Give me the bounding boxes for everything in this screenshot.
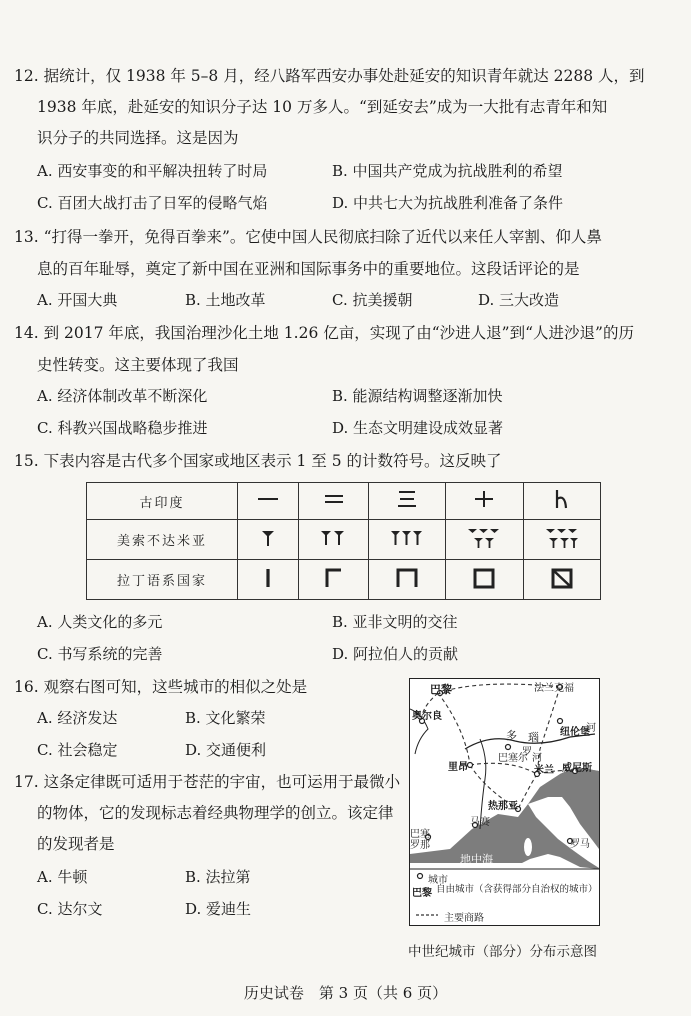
river-label-he-2: 河 — [532, 753, 542, 764]
q16-option-d: D. 交通便利 — [185, 741, 267, 759]
q16-option-b: B. 文化繁荣 — [185, 709, 266, 727]
cuneiform-symbol-4 — [446, 520, 523, 560]
q17-option-a: A. 牛顿 — [37, 868, 88, 886]
legend-city-icon — [418, 874, 423, 879]
q15-option-d: D. 阿拉伯人的贡献 — [332, 645, 459, 663]
q14-option-c: C. 科教兴国战略稳步推进 — [37, 419, 208, 437]
cuneiform-symbol-5 — [523, 520, 600, 560]
q13-stem-line2: 息的百年耻辱，奠定了新中国在亚洲和国际事务中的重要地位。这段话评论的是 — [37, 260, 580, 278]
q12-stem-line3: 识分子的共同选择。这是因为 — [37, 129, 239, 147]
q15-option-b: B. 亚非文明的交往 — [332, 613, 458, 631]
legend-city-text: 城市 — [428, 875, 448, 886]
table-row — [87, 560, 601, 600]
row-label-mesopotamia: 美索不达米亚 — [87, 520, 238, 560]
row-label-ancient-india: 古印度 — [87, 483, 238, 520]
latin-symbol-2 — [299, 560, 368, 600]
q12-option-c: C. 百团大战打击了日军的侵略气焰 — [37, 194, 268, 212]
river-label-he-1: 河 — [586, 723, 596, 734]
q14-option-d: D. 生态文明建设成效显著 — [332, 419, 504, 437]
q17-option-b: B. 法拉第 — [185, 868, 251, 886]
q12-option-a: A. 西安事变的和平解决扭转了时局 — [37, 162, 268, 180]
medieval-city-map — [409, 678, 600, 926]
latin-symbol-1 — [238, 560, 299, 600]
legend-free-city-text: 自由城市（含获得部分自治权的城市） — [436, 884, 598, 895]
india-symbol-5 — [523, 483, 600, 520]
city-label-orleans: 奥尔良 — [412, 711, 442, 722]
latin-symbol-5 — [523, 560, 600, 600]
city-label-frankfurt: 法兰克福 — [534, 683, 574, 694]
q17-stem-line3: 的发现者是 — [37, 835, 115, 853]
corsica-island — [524, 838, 532, 856]
q13-option-c: C. 抗美援朝 — [332, 291, 413, 309]
india-symbol-2 — [299, 483, 368, 520]
cuneiform-symbol-3 — [368, 520, 445, 560]
city-label-milan: 米兰 — [534, 765, 554, 776]
india-symbol-4 — [446, 483, 523, 520]
q14-stem-line2: 史性转变。这主要体现了我国 — [37, 356, 239, 374]
city-label-rome: 罗马 — [570, 839, 590, 850]
q13-option-a: A. 开国大典 — [37, 291, 118, 309]
q14-stem-line1: 14. 到 2017 年底，我国治理沙化土地 1.26 亿亩，实现了由“沙进人退”到“人进沙退”的历 — [14, 324, 634, 342]
latin-symbol-3 — [368, 560, 445, 600]
river-label-luo: 罗 — [522, 747, 532, 758]
india-symbol-1 — [238, 483, 299, 520]
q17-stem-line2: 的物体，它的发现标志着经典物理学的创立。该定律 — [37, 804, 394, 822]
map-caption: 中世纪城市（部分）分布示意图 — [408, 944, 597, 960]
q12-option-b: B. 中国共产党成为抗战胜利的希望 — [332, 162, 563, 180]
q16-option-c: C. 社会稳定 — [37, 741, 118, 759]
legend-route-text: 主要商路 — [444, 913, 484, 924]
table-row — [87, 520, 601, 560]
city-label-nuremberg: 纽伦堡 — [560, 727, 590, 738]
river-label-duo: 多 — [506, 729, 517, 742]
city-label-paris: 巴黎 — [430, 683, 452, 696]
q14-option-b: B. 能源结构调整逐渐加快 — [332, 387, 503, 405]
q17-option-c: C. 达尔文 — [37, 900, 103, 918]
city-label-venice: 威尼斯 — [562, 763, 592, 774]
page-footer: 历史试卷 第 3 页（共 6 页） — [243, 984, 448, 1002]
q17-stem-line1: 17. 这条定律既可适用于苍茫的宇宙，也可运用于最微小 — [14, 773, 401, 791]
q14-option-a: A. 经济体制改革不断深化 — [37, 387, 208, 405]
q13-option-b: B. 土地改革 — [185, 291, 266, 309]
q17-option-d: D. 爱迪生 — [185, 900, 252, 918]
q13-option-d: D. 三大改造 — [478, 291, 560, 309]
q15-stem-line1: 15. 下表内容是古代多个国家或地区表示 1 至 5 的计数符号。这反映了 — [14, 452, 502, 470]
river-label-nao: 瑙 — [528, 731, 539, 744]
city-label-barcelona: 巴塞罗那 — [410, 829, 430, 851]
q15-option-a: A. 人类文化的多元 — [37, 613, 163, 631]
q15-option-c: C. 书写系统的完善 — [37, 645, 163, 663]
q16-stem-line1: 16. 观察右图可知，这些城市的相似之处是 — [14, 678, 308, 696]
numeral-table — [86, 482, 601, 600]
india-symbol-3 — [368, 483, 445, 520]
q12-option-d: D. 中共七大为抗战胜利准备了条件 — [332, 194, 564, 212]
q13-stem-line1: 13. “打得一拳开，免得百拳来”。它使中国人民彻底扫除了近代以来任人宰割、仰人鼻 — [14, 228, 602, 246]
cuneiform-symbol-2 — [299, 520, 368, 560]
city-label-genoa: 热那亚 — [488, 801, 518, 812]
row-label-latin-countries: 拉丁语系国家 — [87, 560, 238, 600]
q12-stem-line1: 12. 据统计，仅 1938 年 5–8 月，经八路军西安办事处赴延安的知识青年就达 2288 人，到 — [14, 67, 645, 85]
legend-free-city-sample: 巴黎 — [412, 888, 432, 899]
cuneiform-symbol-1 — [238, 520, 299, 560]
table-row — [87, 483, 601, 520]
city-label-marseille: 马赛 — [470, 817, 490, 828]
q16-option-a: A. 经济发达 — [37, 709, 118, 727]
latin-symbol-4 — [446, 560, 523, 600]
sea-label: 地中海 — [460, 853, 493, 866]
q12-stem-line2: 1938 年底，赴延安的知识分子达 10 万多人。“到延安去”成为一大批有志青年和知 — [37, 98, 608, 116]
city-label-basel: 巴塞尔 — [498, 753, 528, 764]
city-label-lyon: 里昂 — [448, 762, 468, 773]
